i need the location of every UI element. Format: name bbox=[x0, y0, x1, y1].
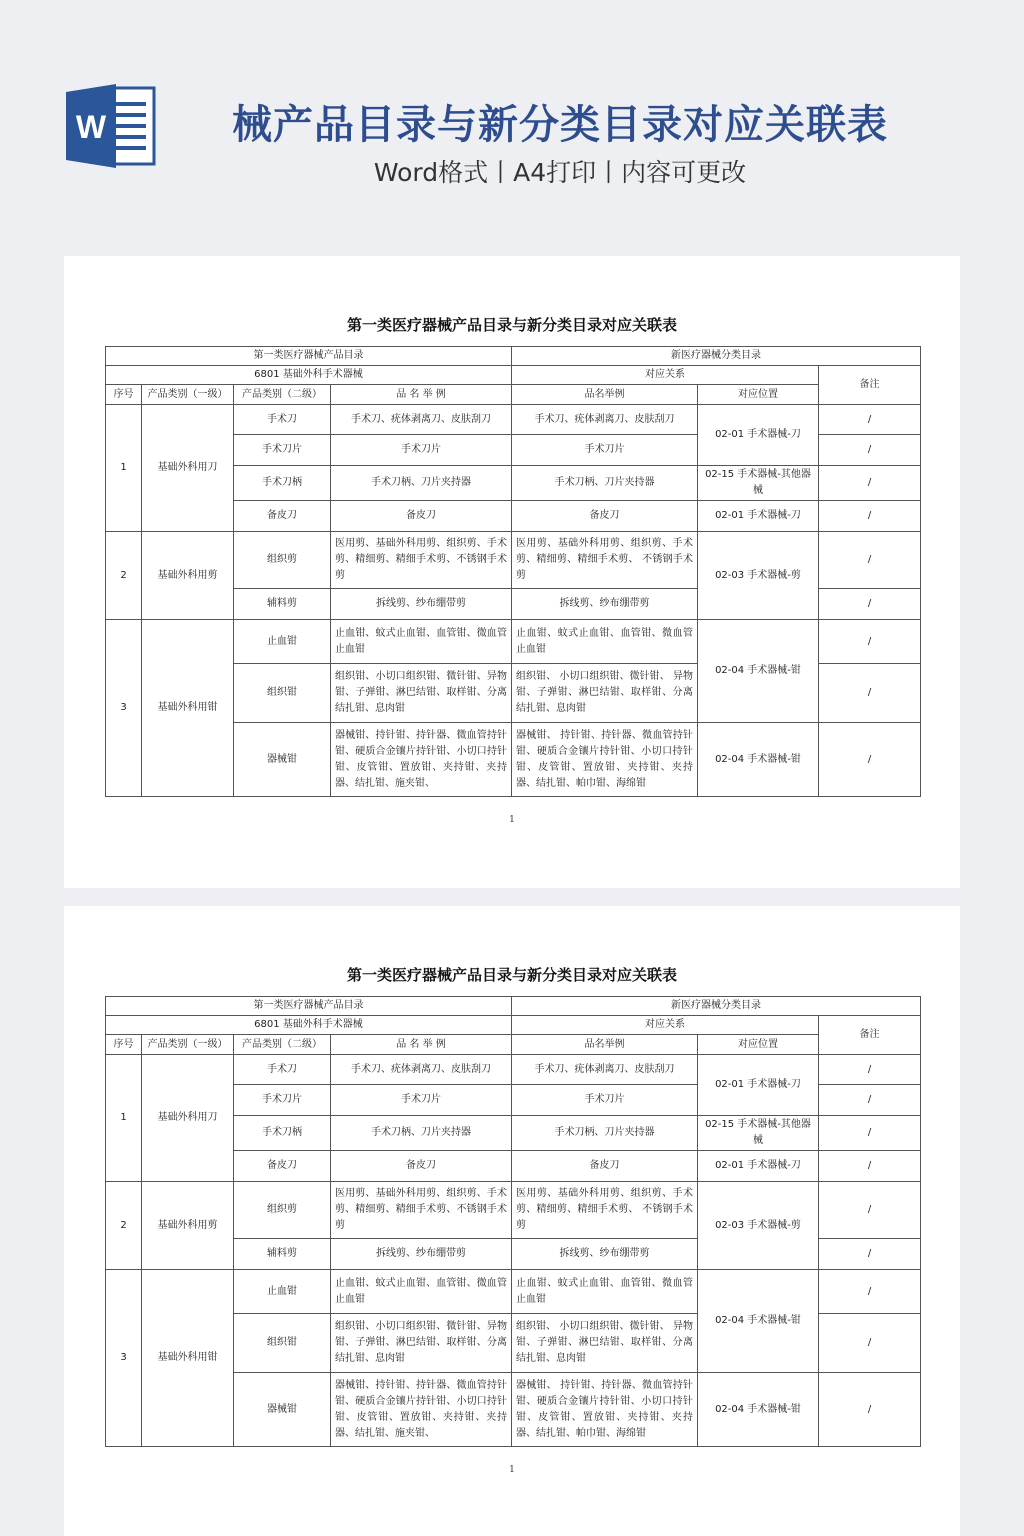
new-examples-cell: 器械钳、 持针钳、持针器、微血管持针钳、硬质合金镶片持针钳、小切口持针钳、皮管钳、置放钳、夹持钳、夹持器、结扎钳、帕巾钳、海绵钳 bbox=[512, 1373, 698, 1447]
table-row bbox=[106, 405, 921, 435]
header-new-catalog: 新医疗器械分类目录 bbox=[512, 347, 921, 366]
position-cell: 02-15 手术器械-其他器械 bbox=[698, 466, 819, 501]
table-row bbox=[106, 1182, 921, 1239]
examples-cell: 手术刀柄、刀片夹持器 bbox=[331, 466, 512, 501]
header-position: 对应位置 bbox=[698, 1035, 819, 1055]
category-level2-cell: 手术刀片 bbox=[234, 435, 331, 466]
remark-cell: / bbox=[819, 1151, 921, 1182]
examples-cell: 止血钳、蚊式止血钳、血管钳、微血管止血钳 bbox=[331, 620, 512, 664]
header-examples: 品 名 举 例 bbox=[331, 385, 512, 405]
header-remarks: 备注 bbox=[819, 1016, 921, 1055]
table-row bbox=[106, 532, 921, 589]
new-examples-cell: 拆线剪、纱布绷带剪 bbox=[512, 589, 698, 620]
category-level2-cell: 辅料剪 bbox=[234, 1239, 331, 1270]
category-level2-cell: 备皮刀 bbox=[234, 1151, 331, 1182]
page-subtitle: Word格式丨A4打印丨内容可更改 bbox=[373, 158, 747, 187]
position-cell: 02-04 手术器械-钳 bbox=[698, 1270, 819, 1373]
remark-cell: / bbox=[819, 1314, 921, 1373]
header-seq: 序号 bbox=[106, 1035, 142, 1055]
category-level2-cell: 手术刀 bbox=[234, 405, 331, 435]
new-examples-cell: 组织钳、 小切口组织钳、微针钳、 异物钳、子弹钳、淋巴结钳、取样钳、分离结扎钳、息肉钳 bbox=[512, 664, 698, 723]
remark-cell: / bbox=[819, 723, 921, 797]
remark-cell: / bbox=[819, 1373, 921, 1447]
new-examples-cell: 止血钳、蚊式止血钳、血管钳、微血管止血钳 bbox=[512, 1270, 698, 1314]
page-number: 1 bbox=[509, 1465, 515, 1475]
header-old-catalog: 第一类医疗器械产品目录 bbox=[106, 347, 512, 366]
header-row bbox=[106, 366, 921, 385]
category-level2-cell: 手术刀片 bbox=[234, 1085, 331, 1116]
examples-cell: 器械钳、持针钳、持针器、微血管持针钳、硬质合金镶片持针钳、小切口持针钳、皮管钳、置放钳、夹持钳、夹持器、结扎钳、施夹钳、 bbox=[331, 1373, 512, 1447]
examples-cell: 手术刀、疣体剥离刀、皮肤刮刀 bbox=[331, 1055, 512, 1085]
new-examples-cell: 手术刀柄、刀片夹持器 bbox=[512, 1116, 698, 1151]
examples-cell: 医用剪、基础外科用剪、组织剪、手术剪、精细剪、精细手术剪、不锈钢手术剪 bbox=[331, 1182, 512, 1239]
header-code-row: 6801 基础外科手术器械 bbox=[106, 366, 512, 385]
examples-cell: 备皮刀 bbox=[331, 1151, 512, 1182]
examples-cell: 手术刀片 bbox=[331, 1085, 512, 1116]
header-new-examples: 品名举例 bbox=[512, 385, 698, 405]
word-logo-icon bbox=[64, 82, 156, 170]
category-level1-cell: 基础外科用剪 bbox=[142, 1182, 234, 1270]
category-level2-cell: 器械钳 bbox=[234, 1373, 331, 1447]
remark-cell: / bbox=[819, 1055, 921, 1085]
header-correspondence: 对应关系 bbox=[512, 1016, 819, 1035]
catalog-table bbox=[105, 346, 921, 797]
header-new-examples: 品名举例 bbox=[512, 1035, 698, 1055]
header bbox=[0, 0, 1024, 250]
remark-cell: / bbox=[819, 589, 921, 620]
header-code-row: 6801 基础外科手术器械 bbox=[106, 1016, 512, 1035]
seq-cell: 3 bbox=[106, 620, 142, 797]
page-title: 械产品目录与新分类目录对应关联表 bbox=[232, 102, 888, 148]
category-level2-cell: 辅料剪 bbox=[234, 589, 331, 620]
header-row bbox=[106, 1016, 921, 1035]
category-level2-cell: 手术刀柄 bbox=[234, 466, 331, 501]
header-seq: 序号 bbox=[106, 385, 142, 405]
header-old-catalog: 第一类医疗器械产品目录 bbox=[106, 997, 512, 1016]
position-cell: 02-03 手术器械-剪 bbox=[698, 1182, 819, 1270]
examples-cell: 组织钳、小切口组织钳、微针钳、异物钳、子弹钳、淋巴结钳、取样钳、分离结扎钳、息肉钳 bbox=[331, 1314, 512, 1373]
category-level2-cell: 组织钳 bbox=[234, 664, 331, 723]
remark-cell: / bbox=[819, 620, 921, 664]
table-row bbox=[106, 1055, 921, 1085]
category-level1-cell: 基础外科用刀 bbox=[142, 405, 234, 532]
remark-cell: / bbox=[819, 501, 921, 532]
category-level2-cell: 备皮刀 bbox=[234, 501, 331, 532]
category-level2-cell: 手术刀 bbox=[234, 1055, 331, 1085]
examples-cell: 手术刀柄、刀片夹持器 bbox=[331, 1116, 512, 1151]
new-examples-cell: 手术刀、疣体剥离刀、皮肤刮刀 bbox=[512, 405, 698, 435]
remark-cell: / bbox=[819, 466, 921, 501]
seq-cell: 1 bbox=[106, 405, 142, 532]
position-cell: 02-01 手术器械-刀 bbox=[698, 1151, 819, 1182]
position-cell: 02-15 手术器械-其他器械 bbox=[698, 1116, 819, 1151]
examples-cell: 备皮刀 bbox=[331, 501, 512, 532]
header-new-catalog: 新医疗器械分类目录 bbox=[512, 997, 921, 1016]
table-row bbox=[106, 620, 921, 664]
examples-cell: 器械钳、持针钳、持针器、微血管持针钳、硬质合金镶片持针钳、小切口持针钳、皮管钳、置放钳、夹持钳、夹持器、结扎钳、施夹钳、 bbox=[331, 723, 512, 797]
header-row bbox=[106, 1035, 921, 1055]
header-cat1: 产品类别（一级） bbox=[142, 385, 234, 405]
new-examples-cell: 备皮刀 bbox=[512, 1151, 698, 1182]
category-level1-cell: 基础外科用剪 bbox=[142, 532, 234, 620]
category-level1-cell: 基础外科用钳 bbox=[142, 620, 234, 797]
seq-cell: 2 bbox=[106, 1182, 142, 1270]
new-examples-cell: 手术刀、疣体剥离刀、皮肤刮刀 bbox=[512, 1055, 698, 1085]
category-level1-cell: 基础外科用刀 bbox=[142, 1055, 234, 1182]
examples-cell: 拆线剪、纱布绷带剪 bbox=[331, 1239, 512, 1270]
header-correspondence: 对应关系 bbox=[512, 366, 819, 385]
seq-cell: 2 bbox=[106, 532, 142, 620]
position-cell: 02-04 手术器械-钳 bbox=[698, 620, 819, 723]
category-level2-cell: 组织钳 bbox=[234, 1314, 331, 1373]
remark-cell: / bbox=[819, 664, 921, 723]
new-examples-cell: 手术刀片 bbox=[512, 1085, 698, 1116]
examples-cell: 止血钳、蚊式止血钳、血管钳、微血管止血钳 bbox=[331, 1270, 512, 1314]
position-cell: 02-03 手术器械-剪 bbox=[698, 532, 819, 620]
examples-cell: 手术刀、疣体剥离刀、皮肤刮刀 bbox=[331, 405, 512, 435]
remark-cell: / bbox=[819, 1116, 921, 1151]
remark-cell: / bbox=[819, 435, 921, 466]
catalog-table bbox=[105, 996, 921, 1447]
header-cat2: 产品类别（二级） bbox=[234, 1035, 331, 1055]
header-examples: 品 名 举 例 bbox=[331, 1035, 512, 1055]
position-cell: 02-04 手术器械-钳 bbox=[698, 723, 819, 797]
header-remarks: 备注 bbox=[819, 366, 921, 405]
examples-cell: 手术刀片 bbox=[331, 435, 512, 466]
seq-cell: 3 bbox=[106, 1270, 142, 1447]
header-row bbox=[106, 347, 921, 366]
position-cell: 02-01 手术器械-刀 bbox=[698, 501, 819, 532]
logo-letter: W bbox=[75, 109, 107, 145]
category-level2-cell: 组织剪 bbox=[234, 532, 331, 589]
category-level2-cell: 止血钳 bbox=[234, 620, 331, 664]
header-row bbox=[106, 997, 921, 1016]
examples-cell: 拆线剪、纱布绷带剪 bbox=[331, 589, 512, 620]
remark-cell: / bbox=[819, 1270, 921, 1314]
remark-cell: / bbox=[819, 1085, 921, 1116]
document-title: 第一类医疗器械产品目录与新分类目录对应关联表 bbox=[346, 966, 677, 984]
new-examples-cell: 手术刀片 bbox=[512, 435, 698, 466]
page-number: 1 bbox=[509, 815, 515, 825]
new-examples-cell: 医用剪、基础外科用剪、组织剪、手术剪、精细剪、精细手术剪、 不锈钢手术剪 bbox=[512, 532, 698, 589]
new-examples-cell: 医用剪、基础外科用剪、组织剪、手术剪、精细剪、精细手术剪、 不锈钢手术剪 bbox=[512, 1182, 698, 1239]
new-examples-cell: 拆线剪、纱布绷带剪 bbox=[512, 1239, 698, 1270]
seq-cell: 1 bbox=[106, 1055, 142, 1182]
examples-cell: 组织钳、小切口组织钳、微针钳、异物钳、子弹钳、淋巴结钳、取样钳、分离结扎钳、息肉钳 bbox=[331, 664, 512, 723]
remark-cell: / bbox=[819, 405, 921, 435]
new-examples-cell: 备皮刀 bbox=[512, 501, 698, 532]
new-examples-cell: 组织钳、 小切口组织钳、微针钳、 异物钳、子弹钳、淋巴结钳、取样钳、分离结扎钳、息肉钳 bbox=[512, 1314, 698, 1373]
category-level2-cell: 止血钳 bbox=[234, 1270, 331, 1314]
header-cat1: 产品类别（一级） bbox=[142, 1035, 234, 1055]
document-page-2 bbox=[64, 906, 960, 1536]
header-cat2: 产品类别（二级） bbox=[234, 385, 331, 405]
new-examples-cell: 止血钳、蚊式止血钳、血管钳、微血管止血钳 bbox=[512, 620, 698, 664]
header-position: 对应位置 bbox=[698, 385, 819, 405]
remark-cell: / bbox=[819, 532, 921, 589]
position-cell: 02-01 手术器械-刀 bbox=[698, 405, 819, 466]
remark-cell: / bbox=[819, 1182, 921, 1239]
category-level2-cell: 组织剪 bbox=[234, 1182, 331, 1239]
table-row bbox=[106, 1270, 921, 1314]
document-page-1 bbox=[64, 256, 960, 888]
position-cell: 02-01 手术器械-刀 bbox=[698, 1055, 819, 1116]
header-row bbox=[106, 385, 921, 405]
category-level2-cell: 手术刀柄 bbox=[234, 1116, 331, 1151]
remark-cell: / bbox=[819, 1239, 921, 1270]
document-title: 第一类医疗器械产品目录与新分类目录对应关联表 bbox=[346, 316, 677, 334]
examples-cell: 医用剪、基础外科用剪、组织剪、手术剪、精细剪、精细手术剪、不锈钢手术剪 bbox=[331, 532, 512, 589]
new-examples-cell: 手术刀柄、刀片夹持器 bbox=[512, 466, 698, 501]
category-level2-cell: 器械钳 bbox=[234, 723, 331, 797]
new-examples-cell: 器械钳、 持针钳、持针器、微血管持针钳、硬质合金镶片持针钳、小切口持针钳、皮管钳、置放钳、夹持钳、夹持器、结扎钳、帕巾钳、海绵钳 bbox=[512, 723, 698, 797]
position-cell: 02-04 手术器械-钳 bbox=[698, 1373, 819, 1447]
category-level1-cell: 基础外科用钳 bbox=[142, 1270, 234, 1447]
